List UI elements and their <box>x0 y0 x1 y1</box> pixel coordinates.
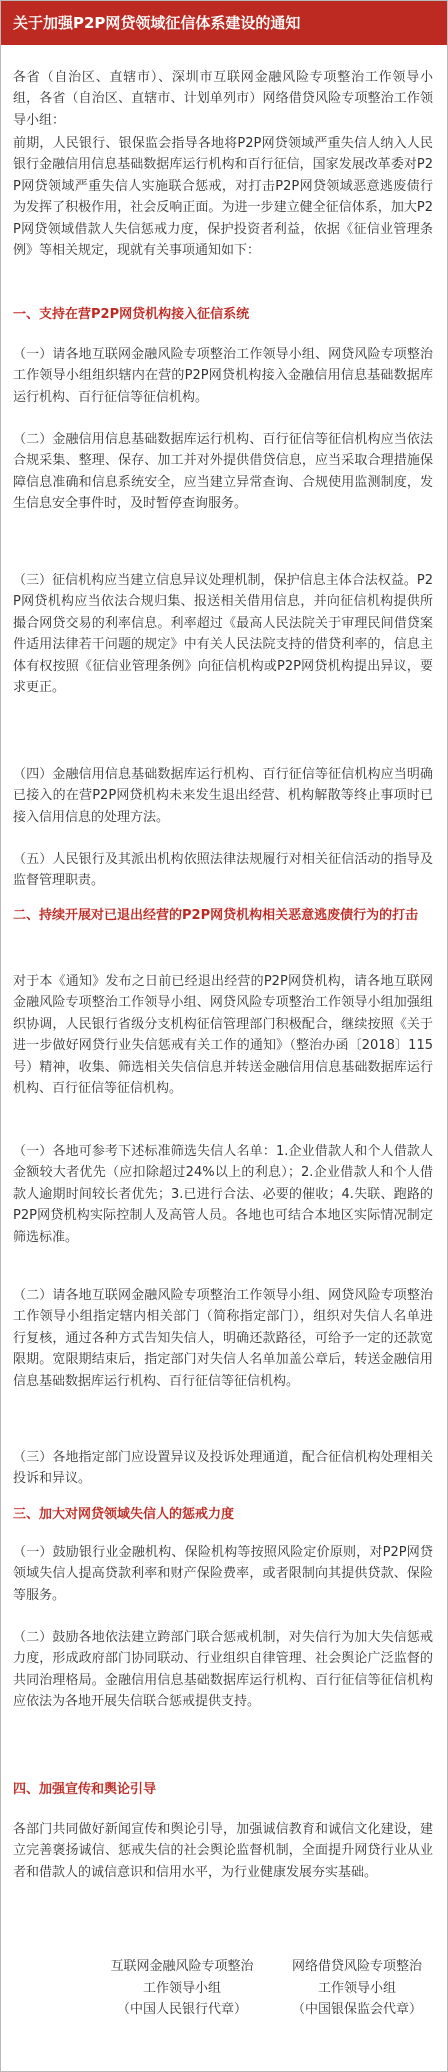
signature-block-1 <box>87 1956 277 2021</box>
section-heading-1: 一、支持在营P2P网贷机构接入征信系统 <box>13 307 250 322</box>
signature-1-line-2: 工作领导小组 <box>142 1980 221 1996</box>
section-2-paragraph-4: （三）各地指定部门应设置异议及投诉处理通道，配合征信机构处理相关投诉和异议。 <box>13 1450 433 1487</box>
section-heading-2: 二、持续开展对已退出经营的P2P网贷机构相关恶意逃废债行为的打击 <box>13 908 419 923</box>
section-1-paragraph-1: （一）请各地互联网金融风险专项整治工作领导小组、网贷风险专项整治工作领导小组组织辖内在营的P2P网贷机构接入金融信用信息基础数据库运行机构、百行征信等征信机构。 <box>13 347 433 405</box>
section-1-paragraph-2: （二）金融信用信息基础数据库运行机构、百行征信等征信机构应当依法合规采集、整理、保存、加工并对外提供借贷信息，应当采取合理措施保障信息准确和信息系统安全，应当建立异常查询、合规使用监测制度，发生信息安全事件时，及时暂停查询服务。 <box>13 432 433 512</box>
signature-2-line-2: 工作领导小组 <box>317 1980 396 1996</box>
signature-block-2 <box>277 1956 437 2021</box>
section-2-paragraph-1: 对于本《通知》发布之日前已经退出经营的P2P网贷机构，请各地互联网金融风险专项整治工作领导小组、网贷风险专项整治工作领导小组加强组织协调，人民银行省级分支机构征信管理部门积极配合，继续按照《关于进一步做好网贷行业失信惩戒有关工作的通知》（整治办函〔2018〕115号）精神，收集、筛选相关失信信息并转送金融信用信息基础数据库运行机构、百行征信等征信机构。 <box>13 974 433 1097</box>
signature-1-line-3: （中国人民银行代章） <box>116 2002 247 2018</box>
section-1-paragraph-3: （三）征信机构应当建立信息异议处理机制，保护信息主体合法权益。P2P网贷机构应当依法合规归集、报送相关借用信息，并向征信机构提供所撮合网贷交易的利率信息。利率超过《最高人民法院关于审理民间借贷案件适用法律若干问题的规定》中有关人民法院支持的借贷利率的，信息主体有权按照《征信业管理条例》向征信机构或P2P网贷机构提出异议，要求更正。 <box>13 573 433 696</box>
section-1-paragraph-5: （五）人民银行及其派出机构依照法律法规履行对相关征信活动的指导及监督管理职责。 <box>13 852 433 889</box>
section-2-paragraph-3: （二）请各地互联网金融风险专项整治工作领导小组、网贷风险专项整治工作领导小组指定辖内相关部门（简称指定部门），组织对失信人名单进行复核，通过各种方式告知失信人，明确还款路径，可给予一定的还款宽限期。宽限期结束后，指定部门对失信人名单加盖公章后，转送金融信用信息基础数据库运行机构、百行征信等征信机构。 <box>13 1288 433 1389</box>
addressee: 各省（自治区、直辖市）、深圳市互联网金融风险专项整治工作领导小组，各省（自治区、直辖市、计划单列市）网络借贷风险专项整治工作领导小组： <box>13 70 433 128</box>
signature-2-line-3: （中国银保监会代章） <box>291 2002 422 2018</box>
section-2-paragraph-2: （一）各地可参考下述标准筛选失信人名单：1.企业借款人和个人借款人金额较大者优先（应扣除超过24%以上的利息）；2.企业借款人和个人借款人逾期时间较长者优先；3.已进行合法、必要的催收；4.失联、跑路的P2P网贷机构实际控制人及高管人员。各地也可结合本地区实际情况制定筛选标准。 <box>13 1144 433 1245</box>
section-heading-4: 四、加强宣传和舆论引导 <box>13 1782 157 1797</box>
section-4-paragraph-1: 各部门共同做好新闻宣传和舆论引导，加强诚信教育和诚信文化建设，建立完善褒扬诚信、惩戒失信的社会舆论监督机制，全面提升网贷行业从业者和借款人的诚信意识和信用水平，为行业健康发展夯实基础。 <box>13 1822 433 1880</box>
section-1-paragraph-4: （四）金融信用信息基础数据库运行机构、百行征信等征信机构应当明确已接入的在营P2P网贷机构未来发生退出经营、机构解散等终止事项时已接入信用信息的处理方法。 <box>13 767 433 825</box>
section-heading-3: 三、加大对网贷领域失信人的惩戒力度 <box>13 1507 235 1522</box>
intro-paragraph: 前期，人民银行、银保监会指导各地将P2P网贷领域严重失信人纳入人民银行金融信用信息基础数据库运行机构和百行征信，国家发展改革委对P2P网贷领域严重失信人实施联合惩戒，对打击P2P网贷领域恶意逃废债行为发挥了积极作用，社会反响正面。为进一步建立健全征信体系，加大P2P网贷领域借款人失信惩戒力度，保护投资者利益，依据《征信业管理条例》等相关规定，现就有关事项通知如下： <box>13 136 433 259</box>
document-title: 关于加强P2P网贷领域征信体系建设的通知 <box>1 1 447 45</box>
signature-1-line-1: 互联网金融风险专项整治 <box>110 1959 254 1974</box>
section-3-paragraph-1: （一）鼓励银行业金融机构、保险机构等按照风险定价原则，对P2P网贷领域失信人提高贷款利率和财产保险费率，或者限制向其提供贷款、保险等服务。 <box>13 1545 433 1603</box>
section-3-paragraph-2: （二）鼓励各地依法建立跨部门联合惩戒机制，对失信行为加大失信惩戒力度，形成政府部门协同联动、行业组织自律管理、社会舆论广泛监督的共同治理格局。金融信用信息基础数据库运行机构、百行征信等征信机构应依法为各地开展失信联合惩戒提供支持。 <box>13 1630 433 1710</box>
signature-2-line-1: 网络借贷风险专项整治 <box>291 1959 422 1974</box>
